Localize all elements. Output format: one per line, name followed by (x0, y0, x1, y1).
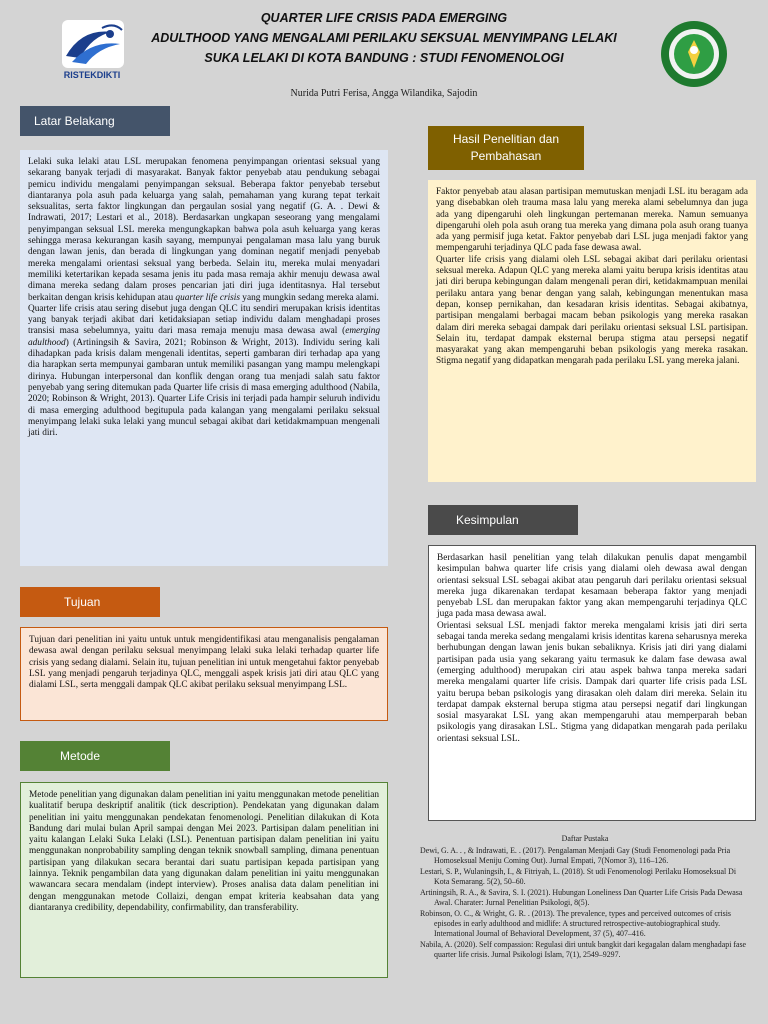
hasil-paragraph-1: Faktor penyebab atau alasan partisipan memutuskan menjadi LSL itu beragam ada yang disebabkan oleh trauma masa lalu yang mereka alami sebelumnya dan juga ada yang dipengaruhi oleh lingkungan pertemanan mereka. Namun semuanya dipengaruhi oleh pola asuh orang tua mereka yang dimana pola asuh orang tuanya ada yang permisif juga ketat. Faktor penyebab dari LSL juga menjadi faktor yang mempengaruhi terjadinya QLC pada fase dewasa awal. (436, 187, 748, 254)
title-line-3: SUKA LELAKI DI KOTA BANDUNG : STUDI FENOMENOLOGI (204, 51, 564, 65)
svg-text:RISTEKDIKTI: RISTEKDIKTI (63, 70, 121, 80)
title-line-1: QUARTER LIFE CRISIS PADA EMERGING (260, 11, 508, 25)
references (420, 834, 750, 961)
kesimpulan-box (428, 545, 756, 821)
hasil-heading-line-1: Hasil Penelitian dan (452, 132, 560, 146)
poster-title (140, 8, 628, 68)
authors: Nurida Putri Ferisa, Angga Wilandika, Sajodin (290, 88, 478, 99)
ristekdikti-logo (52, 18, 132, 84)
kesimpulan-paragraph-2: Orientasi seksual LSL menjadi faktor mereka mengalami krisis jati diri serta sebagai tanda mereka sedang mengalami krisis identitas karena seharusnya mereka berhubungan dengan lawan jenis bukan sebaliknya. Krisis jati diri yang dialami partisipan pada usia yang sekarang yaitu termasuk ke dalam fase dewasa awal (emerging adulthood) merupakan ciri atau aspek bahwa tanpa mereka sadari mereka mengalami quarter life crisis. Dampak dari quarter life crisis pada LSL yaitu berupa beban psikologis yang dirasakan oleh dalam diri mereka. Selain itu terdapat dampak eksternal berupa stigma atau persepsi negatif dari lingkungan sosial masyarakat LSL yang akan mempengaruhi atau memperparah beban psikologis yang dirasakan LSL. Stigma yang didapatkan mengarah pada perilaku orientasi seksual LSL. (437, 620, 747, 744)
reference-item: Lestari, S. P., Wulaningsih, I., & Fitriyah, L. (2018). St udi Fenomenologi Perilaku Homoseksual Di Kota Semarang. 5(2), 50–60. (420, 867, 737, 886)
kesimpulan-paragraph-1: Berdasarkan hasil penelitian yang telah dilakukan penulis dapat mengambil kesimpulan bahwa quarter life crisis yang dialami oleh dewasa awal dengan orientasi seksual LSL sebagai akibat atau pengaruh dari perilaku orientasi seksual mereka juga dikarenakan terdapat kesamaan beberapa faktor yang menjadi penyebab LSL dan merupakan faktor yang akan mempengaruhi terjadinya QLC juga pada masa dewasa awal. (437, 553, 747, 620)
reference-item: Robinson, O. C., & Wright, G. R. . (2013). The prevalence, types and perceived outcomes of crisis episodes in early adulthood and midlife: A structured retrospective-autobiographical study. International Journal of Behavioral Development, 37 (5), 407–416. (420, 909, 732, 938)
latar-paragraph-1: Lelaki suka lelaki atau LSL merupakan fenomena penyimpangan orientasi seksual yang sekarang banyak terjadi di masyarakat. Banyak faktor penyebab atau pendukung sebagai pemicu individu mengalami penyimpangan seksual. Beberapa faktor penyebab tersebut diantaranya pola asuh pada keluarga yang salah, pemahaman yang kurang tepat terkait seksualitas, serta faktor lingkungan dan pergaulan sosial yang negatif (G. A. . Dewi & Indrawati, 2017; Lestari et al., 2018). Berdasarkan ungkapan seseorang yang mengalami penyimpangan seksual LSL mereka mengungkapkan bahwa pola asuh keluarga yang keras sehingga merasa kekurangan kasih sayang, mempunyai pengalaman masa lalu yang buruk dengan lawan jenis, dan berada di lingkungan yang dominan negatif menjadi penyebab mereka mengalami orientasi seksual yang berbeda. Selain itu, mereka mulai menyadari memiliki ketertarikan kepada sesama jenis itu pada masa remaja akhir menuju dewasa awal dimana mereka sedang dalam proses pencarian jati diri juga identitasnya. Hal tersebut berkaitan dengan krisis kehidupan atau quarter life crisis yang mungkin sedang mereka alami. (28, 157, 380, 303)
tujuan-text: Tujuan dari penelitian ini yaitu untuk untuk mengidentifikasi atau menganalisis pengalaman dewasa awal dengan perilaku seksual menyimpang lelaki suka lelaki terhadap quarter life crisis yang sedang dialami. Selain itu, tujuan penelitian ini untuk mengetahui faktor penyebab LSL yang menjadi pengaruh terjadinya QLC, menggali aspek krisis jati diri atau QLC yang dialami LSL, serta menggali dampak QLC akibat perilaku seksual menyimpang LSL. (29, 635, 379, 691)
kesimpulan-heading: Kesimpulan (428, 505, 578, 535)
latar-belakang-heading: Latar Belakang (20, 106, 170, 136)
title-line-2: ADULTHOOD YANG MENGALAMI PERILAKU SEKSUAL MENYIMPANG LELAKI (151, 31, 617, 45)
university-seal-logo (660, 20, 728, 88)
hasil-box (428, 180, 756, 482)
reference-item: Dewi, G. A. . , & Indrawati, E. . (2017). Pengalaman Menjadi Gay (Studi Fenomenologi pada Pria Homoseksual Meniju Coming Out). Jurnal Empati, 7(Nomor 3), 116–126. (420, 846, 731, 865)
metode-heading: Metode (20, 741, 170, 771)
metode-box (20, 782, 388, 978)
latar-paragraph-2: Quarter life crisis atau sering disebut juga dengan QLC itu sendiri merupakan krisis identitas yang banyak terjadi akibat dari ketidaksiapan setiap individu dalam menghadapi proses transisi masa sebelumnya, yaitu dari masa remaja menuju masa dewasa awal (emerging adulthood) (Artiningsih & Savira, 2021; Robinson & Wright, 2013). Individu sering kali dihadapkan pada krisis dalam mengenali identitas, seperti gambaran diri terhadap apa yang dia harapkan serta mempunyai gambaran untuk memiliki pasangan yang mampu melengkapi dirinya. Hubungan interpersonal dan konflik dengan orang tua menjadi salah satu faktor penyebab yang sering ditemukan pada Quarter life crisis di masa emerging adulthood (Nabila, 2020; Robinson & Wright, 2013). Quarter Life Crisis ini terjadi pada hampir seluruh individu di masa emerging adulthood begitupula pada kalangan yang mengalami perilaku seksual menyimpang lelaki suka lelaki yang muncul sebagai akibat dari ketidakmampuan mengenali jati diri. (28, 303, 380, 439)
references-heading: Daftar Pustaka (561, 834, 609, 843)
latar-belakang-box (20, 150, 388, 566)
reference-item: Artiningsih, R. A., & Savira, S. I. (2021). Hubungan Loneliness Dan Quarter Life Crisis Pada Dewasa Awal. Charater: Jurnal Penelitian Psikologi, 8(5). (420, 888, 743, 907)
hasil-paragraph-2: Quarter life crisis yang dialami oleh LSL sebagai akibat dari perilaku orientasi seksual mereka. Adapun QLC yang mereka alami yaitu berupa krisis identitas atau jati diri berupa kebingungan dalam mengenali peran diri, ketidakmampuan menilai perilaku antara yang benar dengan yang salah, kebingungan menentukan masa depan, konsep pernikahan, dan kesadaran krisis identitas. Sebagai akibatnya, partisipan mengalami berbagai macam beban psikologis yang mereka rasakan dalam diri mereka sebagai dampak dari perilaku orientasi seksual LSL partisipan. Selain itu, terdapat dampak eksternal berupa stigma atau persepsi negatif masyarakat yang akan mempengaruhi beban psikologis yang mereka rasakan. Stigma negatif yang didapatkan mengarah pada perilaku LSL yang mereka jalani. (436, 254, 748, 367)
hasil-heading (428, 126, 584, 170)
hasil-heading-line-2: Pembahasan (470, 149, 542, 163)
metode-text: Metode penelitian yang digunakan dalam penelitian ini yaitu menggunakan metode penelitian kualitatif berupa deskriptif analitik (tick description). Pendekatan yang digunakan dalam penelitian ini yaitu menggunakan pendekatan fenomenologi. Penelitian dilakukan di Kota Bandung dari mulai bulan April sampai dengan Mei 2023. Partisipan dalam penelitian ini yaitu kalangan Lelaki Suka Lelaki (LSL). Penentuan partisipan dalam penelitian ini yaitu menggunakan nonprobability sampling dengan teknik snowball sampling, dimana penentuan partisipan yang dilakukan secara berantai dari suatu partisipan kepada partisipan yang lainnya. Teknik pengambilan data yang digunakan dalam penelitian ini yaitu menggunakan wawancara secara mendalam (indept interview). Proses analisa data dalam penelitian ini dengan menggunakan metode Collaizi, dengan empat kriteria keabsahan data yang diantaranya credibility, dependability, confirmability, dan transferability. (29, 790, 379, 913)
tujuan-box (20, 627, 388, 721)
reference-item: Nabila, A. (2020). Self compassion: Regulasi diri untuk bangkit dari kegagalan dalam menghadapi fase quarter life crisis. Jurnal Psikologi Islam, 7(1), 2549–9297. (420, 940, 747, 959)
tujuan-heading: Tujuan (20, 587, 160, 617)
